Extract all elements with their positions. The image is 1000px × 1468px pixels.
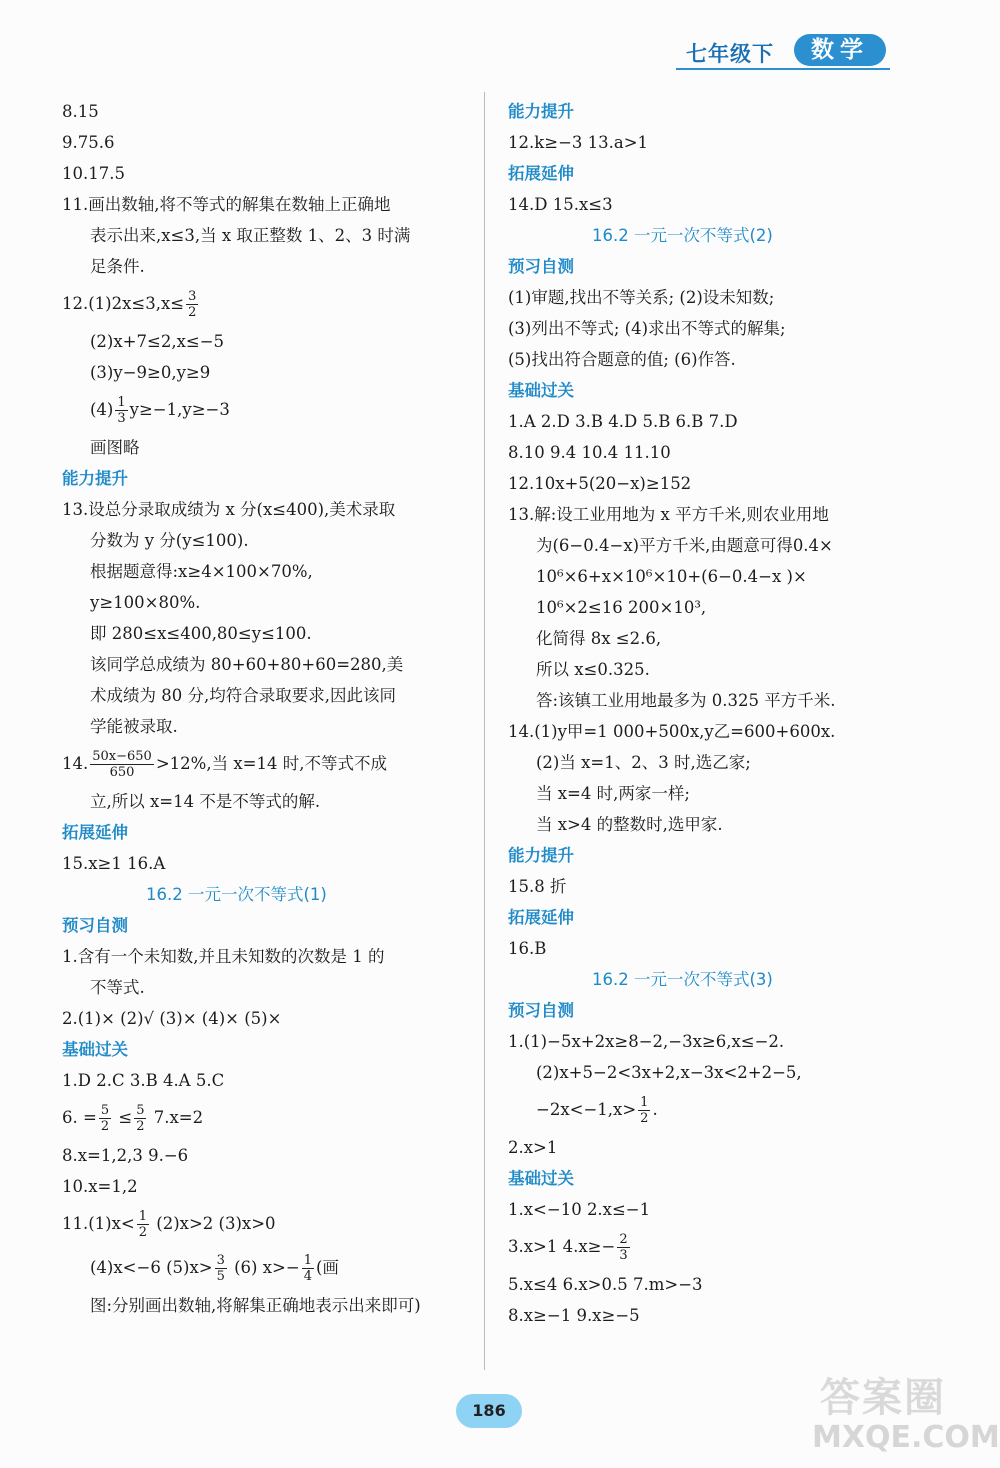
answer-line: 10.17.5 (62, 164, 125, 183)
answer-line: 1.A 2.D 3.B 4.D 5.B 6.B 7.D (508, 412, 738, 431)
fraction: $\frac{50x-650}{650}$ (92, 749, 152, 780)
right-column (508, 96, 918, 1331)
answer-line: (2)x+7≤2,x≤−5 (90, 332, 225, 351)
answer-line: 当 x>4 的整数时,选甲家. (536, 815, 723, 834)
lesson-title: 16.2 一元一次不等式(3) (592, 970, 773, 989)
answer-line: y≥100×80%. (90, 593, 201, 612)
answer-line: 14. $\frac{50x-650}{650}$ >12%,当 x=14 时,不等式不成 (62, 749, 387, 780)
answer-line: 13.解:设工业用地为 x 平方千米,则农业用地 (508, 505, 829, 524)
fraction: $\frac{3}{2}$ (188, 289, 197, 320)
answer-line: (2)当 x=1、2、3 时,选乙家; (536, 753, 751, 772)
answer-line: 根据题意得:x≥4×100×70%, (90, 562, 313, 581)
page-number: 186 (456, 1394, 522, 1428)
lesson-title: 16.2 一元一次不等式(2) (592, 226, 773, 245)
answer-line: 所以 x≤0.325. (536, 660, 650, 679)
answer-line: (1)审题,找出不等关系; (2)设未知数; (508, 288, 775, 307)
answer-line: 画图略 (90, 438, 140, 457)
section-heading: 能力提升 (508, 102, 574, 121)
answer-line: 图:分别画出数轴,将解集正确地表示出来即可) (90, 1296, 421, 1315)
section-heading: 拓展延伸 (508, 164, 574, 183)
answer-line: 11.(1)x< $\frac{1}{2}$ (2)x>2 (3)x>0 (62, 1209, 276, 1240)
answer-line: 3.x>1 4.x≥− $\frac{2}{3}$ (508, 1232, 628, 1263)
answer-line: 不等式. (90, 978, 145, 997)
answer-line: (4) $\frac{1}{3}$ y≥−1,y≥−3 (90, 395, 230, 426)
answer-line: 术成绩为 80 分,均符合录取要求,因此该同 (90, 686, 396, 705)
answer-line: 6. = $\frac{5}{2}$ ≤ $\frac{5}{2}$ 7.x=2 (62, 1103, 204, 1134)
answer-line: 1.(1)−5x+2x≥8−2,−3x≥6,x≤−2. (508, 1032, 785, 1051)
fraction: $\frac{1}{3}$ (117, 395, 126, 426)
answer-line: (5)找出符合题意的值; (6)作答. (508, 350, 736, 369)
section-heading: 预习自测 (508, 1001, 574, 1020)
section-heading: 基础过关 (508, 381, 574, 400)
section-heading: 能力提升 (62, 469, 128, 488)
answer-line: 10.x=1,2 (62, 1177, 138, 1196)
page-header (676, 32, 894, 74)
answer-line: 分数为 y 分(y≤100). (90, 531, 249, 550)
answer-line: 学能被录取. (90, 717, 178, 736)
answer-line: 2.(1)× (2)√ (3)× (4)× (5)× (62, 1009, 282, 1028)
subject-badge: 数学 (794, 34, 886, 66)
watermark-logo: 答案圈 (820, 1375, 946, 1421)
answer-line: 该同学总成绩为 80+60+80+60=280,美 (90, 655, 404, 674)
fraction: $\frac{2}{3}$ (619, 1232, 628, 1263)
answer-line: 5.x≤4 6.x>0.5 7.m>−3 (508, 1275, 703, 1294)
section-heading: 拓展延伸 (62, 823, 128, 842)
section-heading: 预习自测 (508, 257, 574, 276)
lesson-title: 16.2 一元一次不等式(1) (146, 885, 327, 904)
answer-line: 12.10x+5(20−x)≥152 (508, 474, 692, 493)
watermark-url: MXQE.COM (812, 1420, 1000, 1455)
answer-line: 15.8 折 (508, 877, 567, 896)
fraction: $\frac{5}{2}$ (100, 1103, 110, 1134)
answer-line: 12.(1)2x≤3,x≤ $\frac{3}{2}$ (62, 289, 197, 320)
answer-line: 表示出来,x≤3,当 x 取正整数 1、2、3 时满 (90, 226, 411, 245)
answer-line: 8.x=1,2,3 9.−6 (62, 1146, 189, 1165)
answer-line: 足条件. (90, 257, 145, 276)
answer-line: 2.x>1 (508, 1138, 558, 1157)
column-divider (484, 92, 485, 1370)
section-heading: 能力提升 (508, 846, 574, 865)
answer-line: 为(6−0.4−x)平方千米,由题意可得0.4× (536, 536, 833, 555)
answer-line: 即 280≤x≤400,80≤y≤100. (90, 624, 312, 643)
answer-line: 15.x≥1 16.A (62, 854, 166, 873)
answer-line: 9.75.6 (62, 133, 115, 152)
answer-line: 1.含有一个未知数,并且未知数的次数是 1 的 (62, 947, 385, 966)
answer-line: 11.画出数轴,将不等式的解集在数轴上正确地 (62, 195, 391, 214)
answer-line: 16.B (508, 939, 547, 958)
left-column (62, 96, 472, 1321)
answer-line: 当 x=4 时,两家一样; (536, 784, 690, 803)
fraction: $\frac{1}{2}$ (138, 1209, 148, 1240)
grade-label: 七年级下 (686, 41, 774, 66)
section-heading: 预习自测 (62, 916, 128, 935)
section-heading: 基础过关 (508, 1169, 574, 1188)
answer-line: 1.D 2.C 3.B 4.A 5.C (62, 1071, 225, 1090)
answer-line: 13.设总分录取成绩为 x 分(x≤400),美术录取 (62, 500, 396, 519)
answer-line: 10⁶×6+x×10⁶×10+(6−0.4−x )× (536, 567, 807, 586)
answer-line: 14.D 15.x≤3 (508, 195, 613, 214)
section-heading: 基础过关 (62, 1040, 128, 1059)
fraction: $\frac{1}{2}$ (640, 1095, 649, 1126)
answer-line: 8.x≥−1 9.x≥−5 (508, 1306, 640, 1325)
answer-line: 8.10 9.4 10.4 11.10 (508, 443, 671, 462)
answer-line: 1.x<−10 2.x≤−1 (508, 1200, 651, 1219)
section-heading: 拓展延伸 (508, 908, 574, 927)
answer-line: 化简得 8x ≤2.6, (536, 629, 662, 648)
answer-line: 10⁶×2≤16 200×10³, (536, 598, 707, 617)
answer-line: (3)y−9≥0,y≥9 (90, 363, 211, 382)
header-rule (676, 68, 890, 70)
answer-line: 12.k≥−3 13.a>1 (508, 133, 649, 152)
fraction: $\frac{3}{5}$ (216, 1253, 225, 1284)
answer-line: (3)列出不等式; (4)求出不等式的解集; (508, 319, 786, 338)
answer-line: −2x<−1,x> $\frac{1}{2}$ . (536, 1095, 658, 1126)
answer-line: 答:该镇工业用地最多为 0.325 平方千米. (536, 691, 836, 710)
answer-line: 14.(1)y甲=1 000+500x,y乙=600+600x. (508, 722, 836, 741)
answer-line: (4)x<−6 (5)x> $\frac{3}{5}$ (6) x>− $\frac{1}{4}$ (画 (90, 1253, 339, 1284)
answer-line: 8.15 (62, 102, 99, 121)
fraction: $\frac{1}{4}$ (303, 1253, 312, 1284)
answer-line: 立,所以 x=14 不是不等式的解. (90, 792, 321, 811)
fraction: $\frac{5}{2}$ (136, 1103, 145, 1134)
answer-line: (2)x+5−2<3x+2,x−3x<2+2−5, (536, 1063, 802, 1082)
